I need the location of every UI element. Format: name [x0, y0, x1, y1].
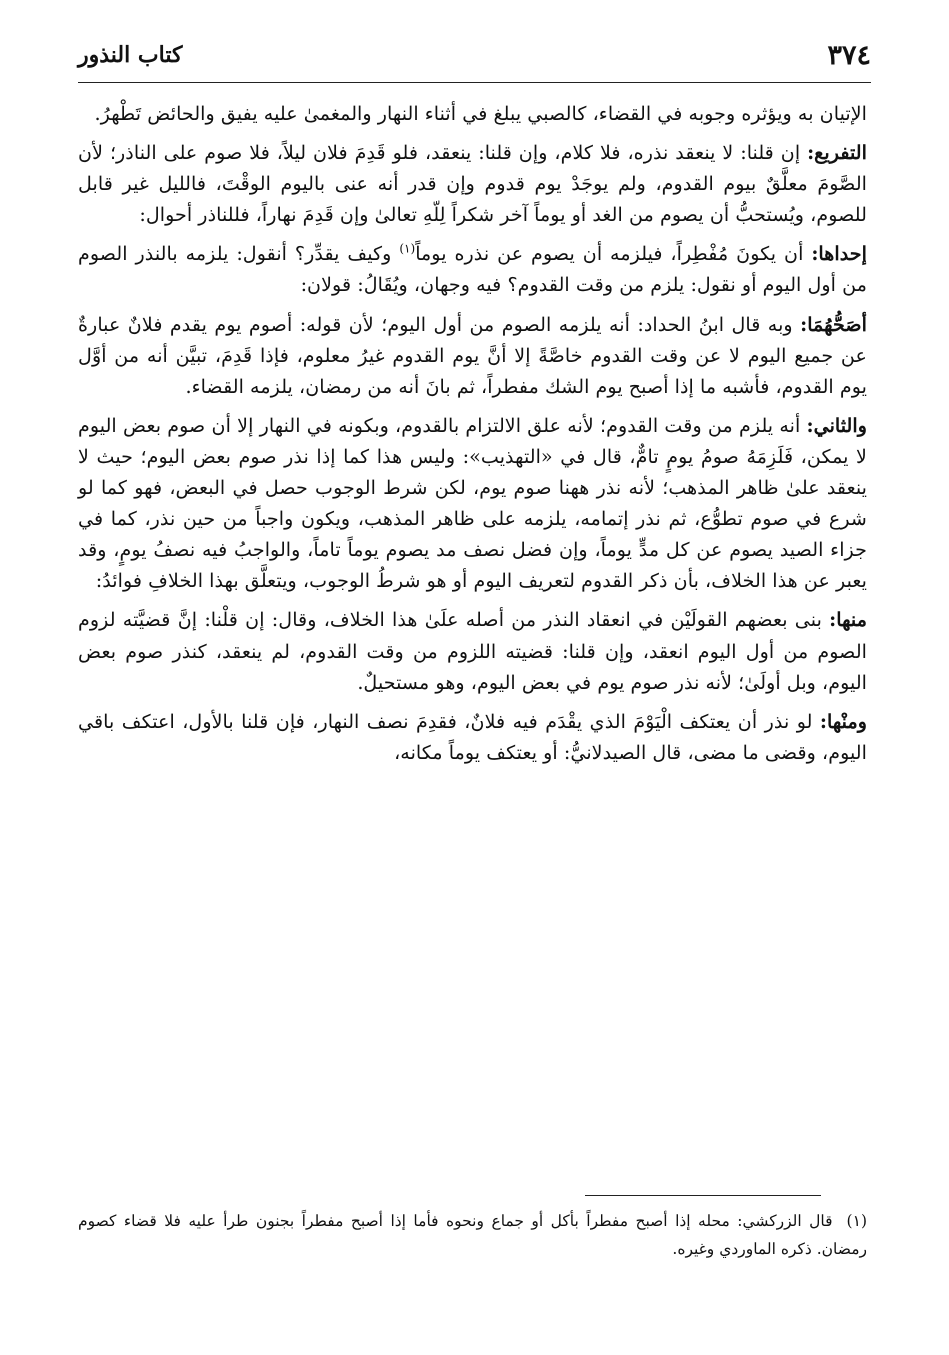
footnote-divider — [585, 1195, 821, 1196]
footnote-reference[interactable]: (١) — [399, 241, 416, 256]
running-header — [78, 34, 871, 83]
paragraph-text: وبه قال ابنُ الحداد: أنه يلزمه الصوم من أول اليوم؛ لأن قوله: أصوم يوم يقدم فلانٌ عبارةٌ عن جميع اليوم لا عن وقت القدوم خاصَّةً إلا أنَّ يوم القدوم غيرُ معلوم، فإذا قَدِمَ، تبيَّن أنه من أوَّل يوم القدوم، فأشبه ما إذا أصبح يوم الشك مفطراً، ثم بانَ أنه من رمضان، يلزمه القضاء. — [78, 312, 867, 398]
page-number: ٣٧٤ — [827, 40, 871, 71]
main-text — [78, 98, 867, 776]
footnotes-section — [78, 1208, 867, 1264]
paragraph — [78, 604, 867, 697]
book-title: كتاب النذور — [78, 42, 183, 68]
paragraph — [78, 410, 867, 597]
paragraph-text: أن يكونَ مُفْطِراً، فيلزمه أن يصوم عن نذره يوماً — [415, 242, 812, 266]
paragraph — [78, 98, 867, 129]
footnote-text: قال الزركشي: محله إذا أصبح مفطراً بأكل أو جماع ونحوه فأما إذا أصبح مفطراً بجنون طرأ عليه فلا قضاء كصوم رمضان. ذكره الماوردي وغيره. — [78, 1212, 867, 1258]
footnote-number: (١) — [846, 1212, 867, 1230]
paragraph-text: إن قلنا: لا ينعقد نذره، فلا كلام، وإن قلنا: ينعقد، فلو قَدِمَ فلان ليلاً، فلا صوم على الناذر؛ لأن الصَّومَ معلَّقٌ بيوم القدوم، ولم يوجَدْ يوم قدوم وإن قدر أنه عنى باليوم الوقْتَ، فالليل غير قابل للصوم، ويُستحبُّ أن يصوم من الغد أو يوماً آخر شكراً لِلّهِ تعالىٰ وإن قَدِمَ نهاراً، فللناذر أحوال: — [78, 141, 867, 227]
paragraph-text: بنى بعضهم القولَيْن في انعقاد النذر من أصله علَىٰ هذا الخلاف، وقال: إن قلْنا: إنَّ قضيَّته لزوم الصوم من أول اليوم انعقد، وإن قلنا: قضيته اللزوم من وقت القدوم، لم ينعقد، كنذر صوم بعض اليوم، وبل أولَىٰ؛ لأنه نذر صوم يوم في بعض اليوم، وهو مستحيلٌ. — [78, 608, 867, 694]
footnote — [78, 1208, 867, 1264]
paragraph — [78, 137, 867, 230]
paragraph — [78, 238, 867, 300]
paragraph-lead: والثاني: — [806, 413, 867, 437]
paragraph-text: أنه يلزم من وقت القدوم؛ لأنه علق الالتزام بالقدوم، وبكونه في النهار إلا أن صوم بعض اليوم لا يمكن، فَلَزِمَهُ صومُ يومٍ تامٌّ، قال في «التهذيب»: وليس هذا كما إذا نذر صوم بعض اليوم؛ حيث لا ينعقد علىٰ ظاهر المذهب؛ لأنه نذر ههنا صوم يوم، لكن شرط الوجوب حصل في البعض، فهو كما لو شرع في صوم تطوُّع، ثم نذر إتمامه، يلزمه على ظاهر المذهب، ويكون واجباً من حين نذر، كما في جزاء الصيد يصوم عن كل مدٍّ يوماً، وإن فضل نصف مد يصوم يوماً تاماً، والواجبُ فيه نصفُ يومٍ، وقد يعبر عن هذا الخلاف، بأن ذكر القدوم لتعريف اليوم أو هو شرطُ الوجوب، ويتعلَّق بهذا الخلافِ فوائدُ: — [78, 413, 867, 593]
paragraph-lead: أصَحُّهُمَا: — [800, 312, 867, 336]
paragraph-text-continued: وكيف يقدِّر؟ أنقول: يلزمه بالنذر الصوم من أول اليوم أو نقول: يلزم من وقت القدوم؟ فيه وجهان، ويُقَالُ: قولان: — [78, 242, 867, 297]
paragraph-text: الإتيان به ويؤثره وجوبه في القضاء، كالصبي يبلغ في أثناء النهار والمغمىٰ عليه يفيق والحائض تَطْهرُ. — [94, 102, 867, 125]
paragraph-lead: ومنْها: — [819, 709, 868, 733]
paragraph-text: لو نذر أن يعتكف الْيَوْمَ الذي يقْدَم فيه فلانٌ، فقدِمَ نصف النهار، فإن قلنا بالأول، اعتكف باقي اليوم، وقضى ما مضى، قال الصيدلانيُّ: أو يعتكف يوماً مكانه، — [78, 709, 867, 764]
paragraph — [78, 706, 867, 768]
paragraph-lead: التفريع: — [807, 141, 867, 165]
paragraph-lead: إحداها: — [811, 242, 867, 266]
paragraph — [78, 309, 867, 402]
paragraph-lead: منها: — [829, 608, 867, 632]
